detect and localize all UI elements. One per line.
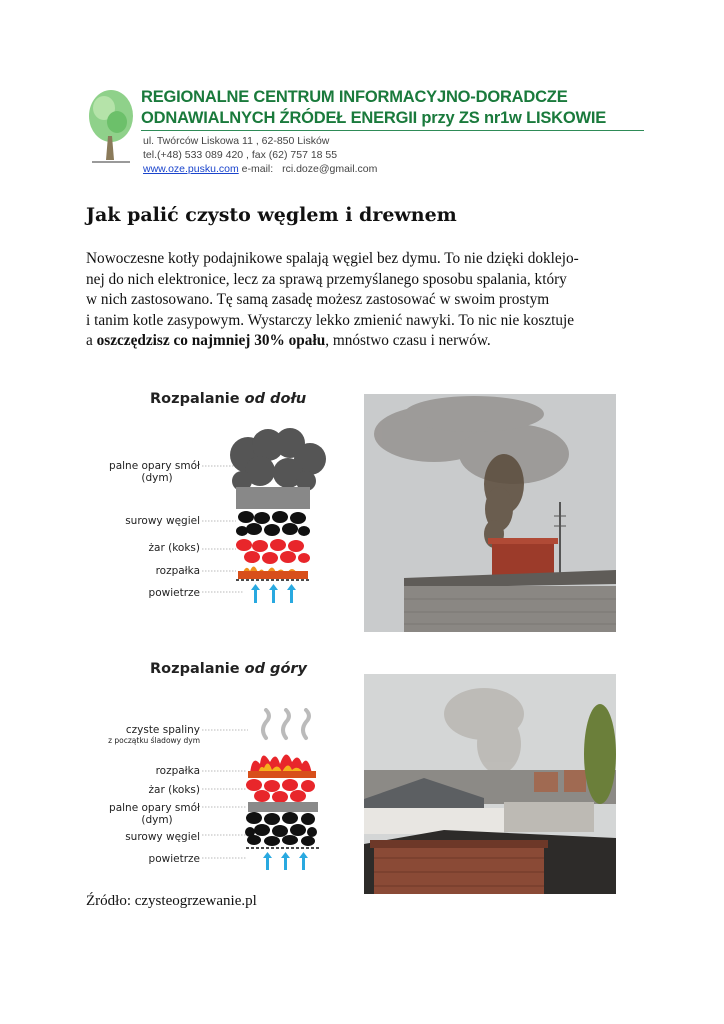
paragraph-line: nej do nich elektronice, lecz za sprawą przemyślanego sposobu spalania, który <box>86 270 567 288</box>
organization-name-line2: ODNAWIALNYCH ŹRÓDEŁ ENERGII przy ZS nr1w LISKOWIE <box>141 109 607 127</box>
paragraph-line: i tanim kotle zasypowym. Wystarczy lekko zmienić nawyki. To nic nie kosztuje <box>86 311 575 329</box>
label-air: powietrze <box>148 853 200 865</box>
label-air: powietrze <box>148 587 200 599</box>
intro-paragraph <box>86 249 646 352</box>
diagram-bottom-graphic <box>200 425 340 610</box>
organization-logo <box>84 86 136 166</box>
savings-highlight: oszczędzisz co najmniej 30% opału <box>96 332 326 349</box>
page-title: Jak palić czysto węglem i drewnem <box>86 204 457 226</box>
label-coal: surowy węgiel <box>125 831 200 843</box>
diagram-top-title: Rozpalanie od góry <box>150 661 308 677</box>
diagram-top-graphic <box>200 708 340 878</box>
paragraph-line: w nich zastosowano. Tę samą zasadę możesz zastosować w swoim prostym <box>86 291 550 308</box>
label-clean-exhaust: czyste spaliny z początku śladowy dym <box>108 724 200 745</box>
label-smoke: palne opary smół (dym) <box>109 802 200 826</box>
label-coal: surowy węgiel <box>125 515 200 527</box>
website-link[interactable]: www.oze.pusku.com <box>143 163 239 175</box>
diagram-bottom-title: Rozpalanie od dołu <box>150 391 307 407</box>
email-address: rci.doze@gmail.com <box>282 163 378 175</box>
paragraph-line: a oszczędzisz co najmniej 30% opału, mnóstwo czasu i nerwów. <box>86 332 491 349</box>
address: ul. Twórców Liskowa 11 , 62-850 Lisków <box>143 135 330 147</box>
label-kindling: rozpałka <box>155 765 200 777</box>
organization-name-line1: REGIONALNE CENTRUM INFORMACYJNO-DORADCZE <box>141 88 568 106</box>
label-smoke: palne opary smół (dym) <box>109 460 200 484</box>
label-ember: żar (koks) <box>148 784 200 796</box>
label-ember: żar (koks) <box>148 542 200 554</box>
phone-fax: tel.(+48) 533 089 420 , fax (62) 757 18 55 <box>143 149 338 161</box>
paragraph-line: Nowoczesne kotły podajnikowe spalają węgiel bez dymu. To nie dzięki doklejo- <box>86 250 579 267</box>
label-kindling: rozpałka <box>155 565 200 577</box>
photo-clean-chimney <box>364 674 616 894</box>
header-divider <box>141 130 644 131</box>
contact-block <box>143 134 377 176</box>
email-label: e-mail: <box>241 163 274 175</box>
source-note: Źródło: czysteogrzewanie.pl <box>86 893 257 909</box>
web-email-line <box>143 162 377 176</box>
photo-smoky-chimney <box>364 394 616 632</box>
